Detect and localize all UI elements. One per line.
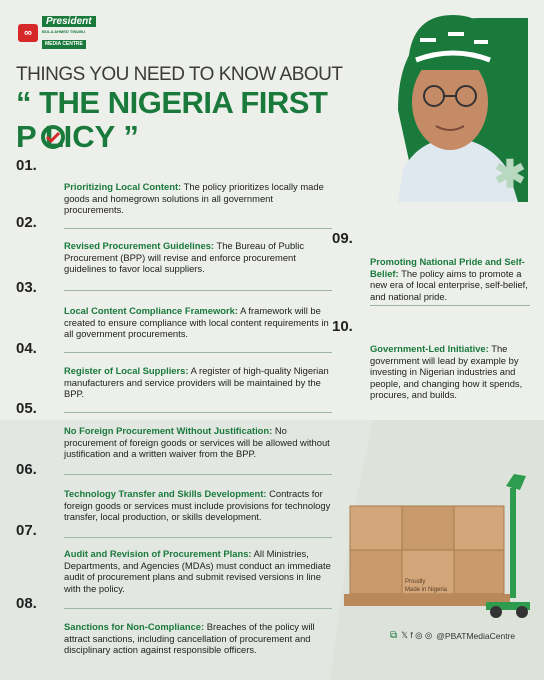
item-divider bbox=[64, 608, 332, 609]
logo-main-text: President bbox=[42, 16, 96, 27]
list-item bbox=[64, 240, 332, 275]
list-item bbox=[64, 488, 332, 523]
box-label-line1: Proudly bbox=[405, 579, 426, 585]
item-number: 01. bbox=[16, 157, 37, 174]
item-title: Sanctions for Non-Compliance: bbox=[64, 621, 205, 632]
logo-text bbox=[42, 16, 96, 49]
item-text: The government will lead by example by investing in Nigerian industries and people, and changing how it spends, procures, and builds. bbox=[370, 343, 523, 401]
item-divider bbox=[64, 228, 332, 229]
list-item bbox=[64, 548, 332, 594]
item-divider bbox=[64, 537, 332, 538]
box-label bbox=[405, 578, 447, 594]
item-title: Government-Led Initiative: bbox=[370, 343, 489, 354]
item-number: 03. bbox=[16, 279, 37, 296]
item-title: Local Content Compliance Framework: bbox=[64, 305, 238, 316]
list-item bbox=[64, 181, 332, 216]
tv-logo-icon: ∞ bbox=[18, 24, 38, 42]
item-number: 04. bbox=[16, 340, 37, 357]
item-text: A framework will be created to ensure compliance with local content requirements in all government procurements. bbox=[64, 305, 329, 340]
header-line-1: THINGS YOU NEED TO KNOW ABOUT bbox=[16, 64, 343, 85]
item-text: Breaches of the policy will attract sanctions, including cancellation of procurement and disciplinary action against responsible officers. bbox=[64, 621, 315, 656]
list-item bbox=[64, 621, 332, 656]
external-link-icon: ⧉ bbox=[390, 630, 398, 641]
item-number: 06. bbox=[16, 461, 37, 478]
item-text: The policy aims to promote a new era of local enterprise, self-belief, and national pride. bbox=[370, 267, 528, 302]
header-line-2: “ THE NIGERIA FIRST bbox=[16, 85, 328, 120]
item-number: 02. bbox=[16, 214, 37, 231]
item-divider bbox=[64, 352, 332, 353]
logo-sub-text: BOLA AHMED TINUBU bbox=[42, 29, 86, 34]
item-title: Technology Transfer and Skills Development: bbox=[64, 488, 267, 499]
item-title: No Foreign Procurement Without Justification: bbox=[64, 425, 273, 436]
item-title: Promoting National Pride and Self-Belief: bbox=[370, 256, 525, 279]
item-divider bbox=[64, 290, 332, 291]
social-icons: 𝕏 f ◎ ◎ bbox=[401, 630, 433, 640]
list-item bbox=[370, 256, 530, 302]
social-handle-row bbox=[390, 630, 515, 641]
item-title: Audit and Revision of Procurement Plans: bbox=[64, 548, 252, 559]
asterisk-decoration-icon: ✱ bbox=[494, 154, 526, 196]
box-label-line2: Made in Nigeria bbox=[405, 587, 448, 593]
item-number: 07. bbox=[16, 522, 37, 539]
list-item bbox=[64, 305, 332, 340]
item-number: 05. bbox=[16, 400, 37, 417]
item-number: 10. bbox=[332, 318, 353, 335]
item-title: Prioritizing Local Content: bbox=[64, 181, 182, 192]
item-divider bbox=[64, 474, 332, 475]
item-text: A register of high-quality Nigerian manufacturers and service providers will be maintained by the BPP. bbox=[64, 365, 329, 400]
item-number: 09. bbox=[332, 230, 353, 247]
item-text: No procurement of foreign goods or services will be allowed without justification and a written waiver from the BPP. bbox=[64, 425, 330, 460]
item-text: The Bureau of Public Procurement (BPP) will revise and enforce procurement guidelines to favor local suppliers. bbox=[64, 240, 305, 275]
policy-o-globe-icon bbox=[41, 125, 65, 149]
item-divider bbox=[64, 412, 332, 413]
item-text: Contracts for foreign goods or services must include provisions for technology transfer, local production, or skills development. bbox=[64, 488, 331, 523]
item-text: The policy prioritizes locally made goods and homegrown solutions in all government procurements. bbox=[64, 181, 324, 216]
social-handle[interactable]: @PBATMediaCentre bbox=[436, 630, 516, 641]
item-divider bbox=[370, 305, 530, 306]
item-number: 08. bbox=[16, 595, 37, 612]
logo-media-text: MEDIA CENTRE bbox=[42, 40, 86, 49]
media-centre-logo bbox=[18, 16, 96, 49]
list-item bbox=[370, 343, 530, 401]
list-item bbox=[64, 425, 332, 460]
list-item bbox=[64, 365, 332, 400]
pallet-jack-illustration bbox=[336, 466, 536, 618]
item-title: Revised Procurement Guidelines: bbox=[64, 240, 215, 251]
item-text: All Ministries, Departments, and Agencies (MDAs) must conduct an immediate audit of procurement plans and submit revised versions in line with the policy. bbox=[64, 548, 331, 594]
header-line-3: P LICY ” bbox=[16, 119, 139, 154]
item-title: Register of Local Suppliers: bbox=[64, 365, 189, 376]
